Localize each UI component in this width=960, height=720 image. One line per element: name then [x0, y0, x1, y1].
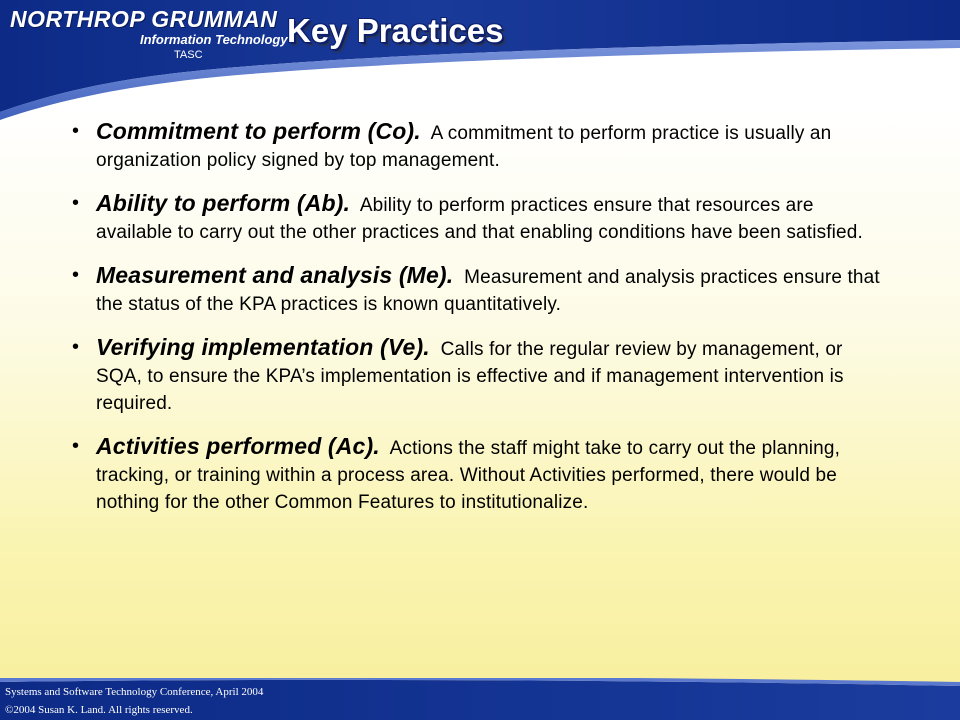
bullet-text: Ability to perform practices ensure that resources are available to carry out the other practices and that enabling conditions have been satisfied. — [96, 195, 863, 243]
bullet-text: Measurement and analysis practices ensure that the status of the KPA practices is known quantitatively. — [96, 267, 880, 315]
bullet-text: A commitment to perform practice is usually an organization policy signed by top management. — [96, 123, 832, 171]
bullet-dot-icon: • — [72, 192, 80, 214]
company-logo — [8, 6, 288, 68]
logo-brand: NORTHROP GRUMMAN — [10, 6, 278, 32]
bullet-item — [70, 334, 880, 417]
bullet-term: Commitment to perform (Co). — [96, 118, 421, 144]
bullet-term: Measurement and analysis (Me). — [96, 262, 454, 288]
footer-line-2: ©2004 Susan K. Land. All rights reserved. — [5, 704, 193, 716]
bullet-text: Actions the staff might take to carry out the planning, tracking, or training within a process area. Without Activities performed, there would be nothing for the other Common Features to institutionalize. — [96, 438, 841, 513]
bullet-term: Ability to perform (Ab). — [96, 190, 351, 216]
bullet-dot-icon: • — [72, 336, 80, 358]
logo-unit: TASC — [174, 49, 203, 61]
bullet-list — [70, 118, 880, 532]
bullet-text: Calls for the regular review by management, or SQA, to ensure the KPA’s implementation is effective and if management intervention is required. — [96, 339, 844, 414]
bullet-dot-icon: • — [72, 435, 80, 457]
bullet-term: Verifying implementation (Ve). — [96, 334, 430, 360]
bullet-dot-icon: • — [72, 264, 80, 286]
bullet-dot-icon: • — [72, 120, 80, 142]
bullet-item — [70, 190, 880, 246]
bullet-item — [70, 433, 880, 516]
footer-line-1: Systems and Software Technology Conference, April 2004 — [5, 686, 264, 698]
logo-division: Information Technology — [140, 32, 288, 47]
bullet-term: Activities performed (Ac). — [96, 433, 380, 459]
bullet-item — [70, 118, 880, 174]
slide-title: Key Practices — [287, 12, 504, 49]
bullet-item — [70, 262, 880, 318]
